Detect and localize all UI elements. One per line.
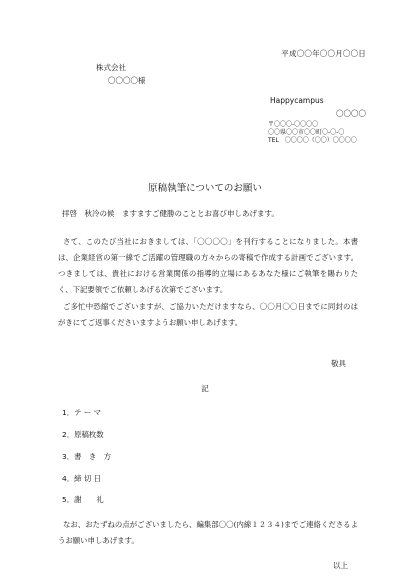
item-fee: 5．謝 礼 — [62, 495, 104, 504]
body-paragraph-2: ご多忙中恐縮でございますが、ご協力いただけますなら、〇〇月〇〇日までに同封のはがきにてご返事くださいますようお願い申しあげます。 — [58, 302, 358, 327]
letter-end: 以上 — [333, 561, 348, 570]
letter-greeting: 拝啓 秋冷の候 ますますご健勝のこととお喜び申しあげます。 — [62, 209, 279, 218]
sender-telephone: TEL 〇〇〇〇（〇〇）〇〇〇〇 — [268, 137, 357, 144]
sender-company: Happycampus — [270, 96, 324, 105]
sender-address: 〇〇県〇〇市〇〇町〇-〇-〇 — [268, 129, 345, 136]
recipient-company: 株式会社 — [96, 63, 126, 72]
letter-closing: 敬具 — [331, 359, 346, 368]
sender-postal-code: 〒〇〇〇-〇〇〇〇 — [268, 121, 319, 128]
sender-name: 〇〇〇〇 — [336, 109, 366, 118]
item-writing-style: 3．書 き 方 — [62, 452, 112, 461]
letter-date: 平成〇〇年〇〇月〇〇日 — [281, 49, 366, 58]
letter-title: 原稿執筆についてのお願い — [148, 183, 262, 194]
item-deadline: 4．締 切 日 — [62, 474, 101, 483]
ki-heading: 記 — [201, 384, 209, 393]
item-page-count: 2．原稿枚数 — [62, 430, 104, 439]
body-paragraph-1: さて、このたび当社におきましては、「〇〇〇〇」を刊行することになりました。本書は、企業経営の第一線でご活躍の管理職の方々からの寄稿で作成する計画でございます。つきましては、貴社における営業関係の指導的立場にあるあなた様にご執筆を賜わりたく、下記要領でご依頼しあげる次第でございます。 — [58, 237, 358, 294]
recipient-name: 〇〇〇〇様 — [108, 76, 146, 85]
postscript-paragraph: なお、おたずねの点がございましたら、編集部〇〇(内線１２３４)までご連絡くださるようお願い申しあげます。 — [58, 520, 358, 545]
item-theme: 1．テ ー マ — [62, 408, 101, 417]
